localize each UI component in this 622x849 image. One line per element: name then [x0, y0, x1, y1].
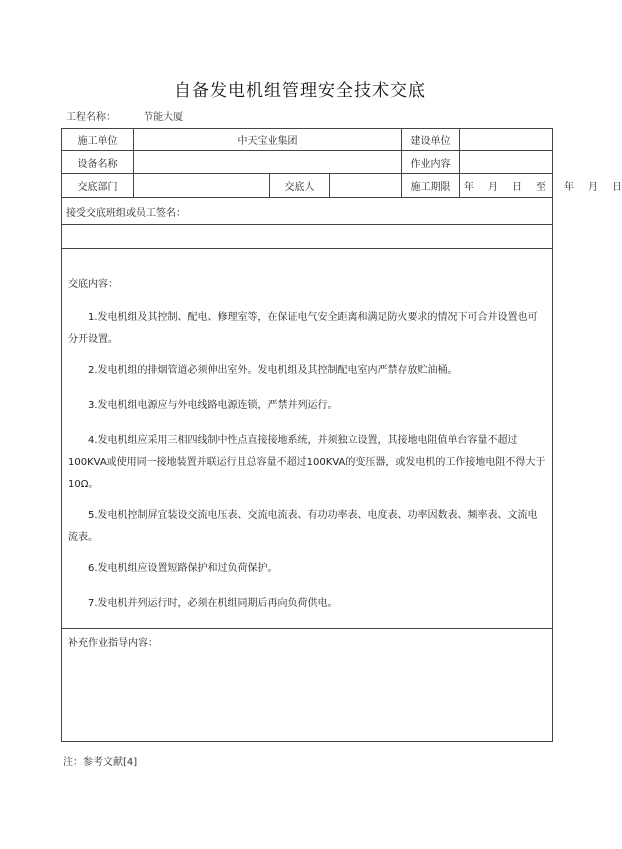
period-year-start: 年 [464, 182, 474, 193]
department-label: 交底部门 [62, 174, 134, 198]
builder-unit-value[interactable] [460, 129, 553, 151]
row-department [62, 174, 553, 198]
row-construction-unit [62, 129, 553, 151]
content-item: 3.发电机组电源应与外电线路电源连锁，严禁并列运行。 [88, 400, 338, 411]
department-value[interactable] [134, 174, 270, 198]
row-recipient [62, 198, 553, 225]
equipment-name-value[interactable] [134, 151, 402, 174]
content-item: 6.发电机组应设置短路保护和过负荷保护。 [88, 563, 278, 574]
supplement-label: 补充作业指导内容： [68, 638, 158, 649]
project-label: 工程名称： [66, 112, 116, 123]
period-month-start: 月 [488, 182, 498, 193]
reference-note: 注：参考文献[4] [63, 757, 138, 768]
content-body [62, 249, 552, 615]
construction-unit-value[interactable]: 中天宝业集团 [134, 129, 402, 151]
content-item: 4.发电机组应采用三相四线制中性点直接接地系统，并须独立设置，其接地电阻值单台容量不超过100KVA或使用同一接地装置并联运行且总容量不超过100KVA的变压器，或发电机的工作接地电阻不得大于10Ω。 [68, 435, 546, 490]
recipient-signature-field[interactable] [62, 225, 553, 249]
equipment-name-label: 设备名称 [62, 151, 134, 174]
content-item: 2.发电机组的排烟管道必须伸出室外。发电机组及其控制配电室内严禁存放贮油桶。 [88, 365, 458, 376]
period-month-end: 月 [588, 182, 598, 193]
person-label: 交底人 [270, 174, 330, 198]
period-year-end: 年 [564, 182, 574, 193]
period-day-start: 日 [512, 182, 522, 193]
content-heading: 交底内容： [68, 279, 118, 290]
row-equipment [62, 151, 553, 174]
project-value: 节能大厦 [143, 112, 184, 123]
row-content [62, 249, 553, 629]
content-item: 1.发电机组及其控制、配电、修理室等，在保证电气安全距离和满足防火要求的情况下可合并设置也可分开设置。 [68, 312, 538, 345]
content-cell [62, 249, 553, 629]
work-content-label: 作业内容 [402, 151, 460, 174]
person-value[interactable] [330, 174, 402, 198]
work-content-value[interactable] [460, 151, 553, 174]
supplement-cell[interactable] [62, 629, 553, 742]
content-item: 7.发电机并列运行时，必须在机组同期后再向负荷供电。 [88, 598, 338, 609]
row-supplement [62, 629, 553, 742]
document-title: 自备发电机组管理安全技术交底 [174, 81, 426, 101]
period-to: 至 [536, 182, 546, 193]
project-line [66, 108, 183, 123]
period-day-end: 日 [612, 182, 622, 193]
content-item: 5.发电机控制屏宜装设交流电压表、交流电流表、有功功率表、电度表、功率因数表、频率表、文流电流表。 [68, 510, 538, 543]
recipient-signature-label: 接受交底班组或员工签名： [62, 198, 553, 225]
period-value[interactable] [460, 174, 622, 198]
handover-form-table [61, 128, 622, 742]
builder-unit-label: 建设单位 [402, 129, 460, 151]
row-recipient-signature [62, 225, 553, 249]
construction-unit-label: 施工单位 [62, 129, 134, 151]
period-label: 施工期限 [402, 174, 460, 198]
